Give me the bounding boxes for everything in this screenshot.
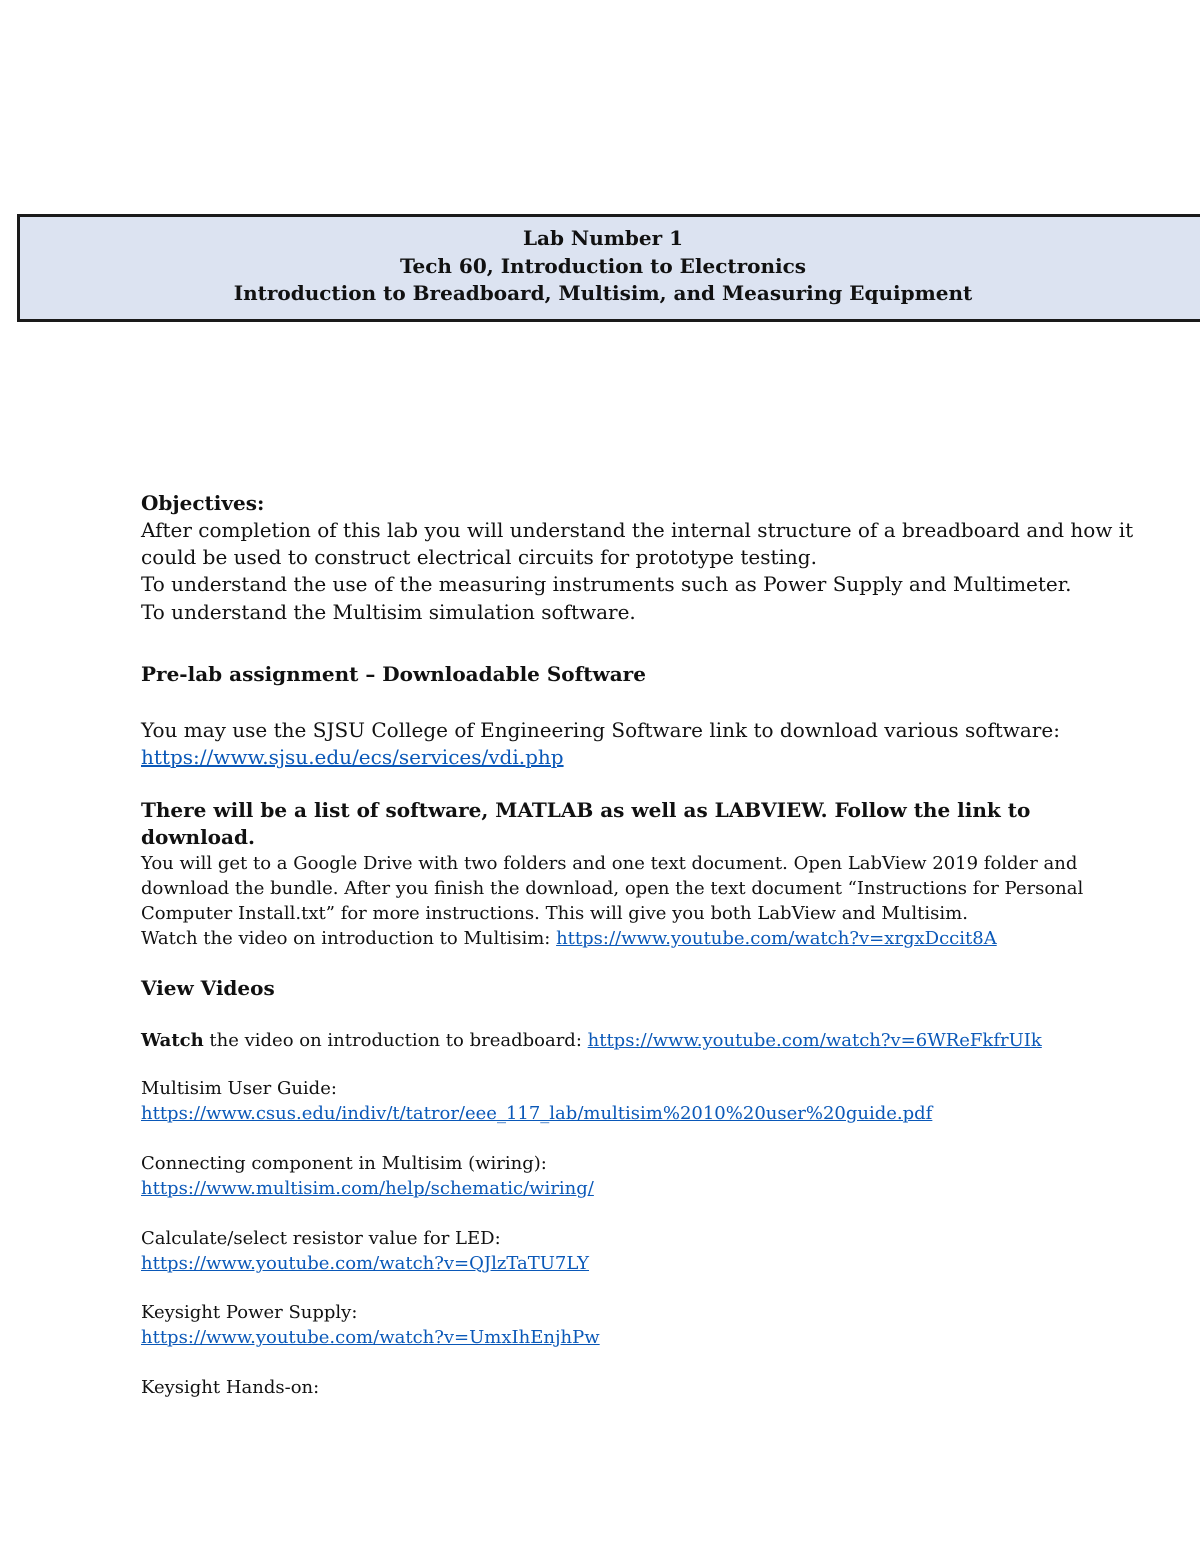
multisim-guide-link[interactable]: https://www.csus.edu/indiv/t/tatror/eee_117_lab/multisim%2010%20user%20guide.pdf xyxy=(141,1103,933,1124)
multisim-guide-link-line xyxy=(141,1101,932,1126)
power-supply-label: Keysight Power Supply: xyxy=(141,1302,358,1323)
sjsu-software-link[interactable]: https://www.sjsu.edu/ecs/services/vdi.php xyxy=(141,745,564,769)
objectives-line-4: To understand the Multisim simulation software. xyxy=(141,600,636,624)
title-box xyxy=(17,214,1200,322)
objectives-line-2: could be used to construct electrical circuits for prototype testing. xyxy=(141,545,817,569)
download-instructions-line-1: You will get to a Google Drive with two folders and one text document. Open LabView 2019 folder and xyxy=(141,853,1078,874)
objectives-line-1: After completion of this lab you will understand the internal structure of a breadboard and how it xyxy=(141,518,1134,542)
software-list-line-1: There will be a list of software, MATLAB as well as LABVIEW. Follow the link to xyxy=(141,798,1031,822)
led-resistor-link[interactable]: https://www.youtube.com/watch?v=QJlzTaTU7LY xyxy=(141,1253,590,1274)
course-title: Tech 60, Introduction to Electronics xyxy=(399,254,807,278)
download-instructions-line-3: Computer Install.txt” for more instructions. This will give you both LabView and Multisim. xyxy=(141,903,968,924)
breadboard-video-line xyxy=(141,1028,1042,1053)
view-videos-heading: View Videos xyxy=(141,976,275,1000)
watch-bold-label: Watch xyxy=(141,1030,204,1051)
wiring-link-line xyxy=(141,1176,594,1201)
hands-on-label: Keysight Hands-on: xyxy=(141,1377,320,1398)
multisim-guide-label: Multisim User Guide: xyxy=(141,1078,337,1099)
led-resistor-label: Calculate/select resistor value for LED: xyxy=(141,1228,501,1249)
breadboard-video-text: the video on introduction to breadboard: xyxy=(203,1030,588,1051)
power-supply-link[interactable]: https://www.youtube.com/watch?v=UmxIhEnjhPw xyxy=(141,1327,600,1348)
prelab-heading: Pre-lab assignment – Downloadable Software xyxy=(141,662,646,686)
prelab-link-line xyxy=(141,744,564,771)
prelab-intro: You may use the SJSU College of Engineering Software link to download various software: xyxy=(141,718,1060,742)
objectives-line-3: To understand the use of the measuring instruments such as Power Supply and Multimeter. xyxy=(141,572,1072,596)
wiring-label: Connecting component in Multisim (wiring): xyxy=(141,1153,547,1174)
lab-subtitle: Introduction to Breadboard, Multisim, and Measuring Equipment xyxy=(233,281,973,305)
power-supply-link-line xyxy=(141,1325,600,1350)
software-list-line-2: download. xyxy=(141,825,255,849)
multisim-video-text: Watch the video on introduction to Multisim: xyxy=(141,928,557,949)
breadboard-video-link[interactable]: https://www.youtube.com/watch?v=6WReFkfrUIk xyxy=(587,1030,1042,1051)
led-resistor-link-line xyxy=(141,1251,589,1276)
wiring-link[interactable]: https://www.multisim.com/help/schematic/wiring/ xyxy=(141,1178,594,1199)
lab-number-title: Lab Number 1 xyxy=(522,226,684,250)
download-instructions-line-2: download the bundle. After you finish the download, open the text document “Instructions for Personal xyxy=(141,878,1084,899)
multisim-video-line xyxy=(141,926,997,951)
multisim-video-link[interactable]: https://www.youtube.com/watch?v=xrgxDccit8A xyxy=(556,928,997,949)
objectives-heading: Objectives: xyxy=(141,491,265,515)
